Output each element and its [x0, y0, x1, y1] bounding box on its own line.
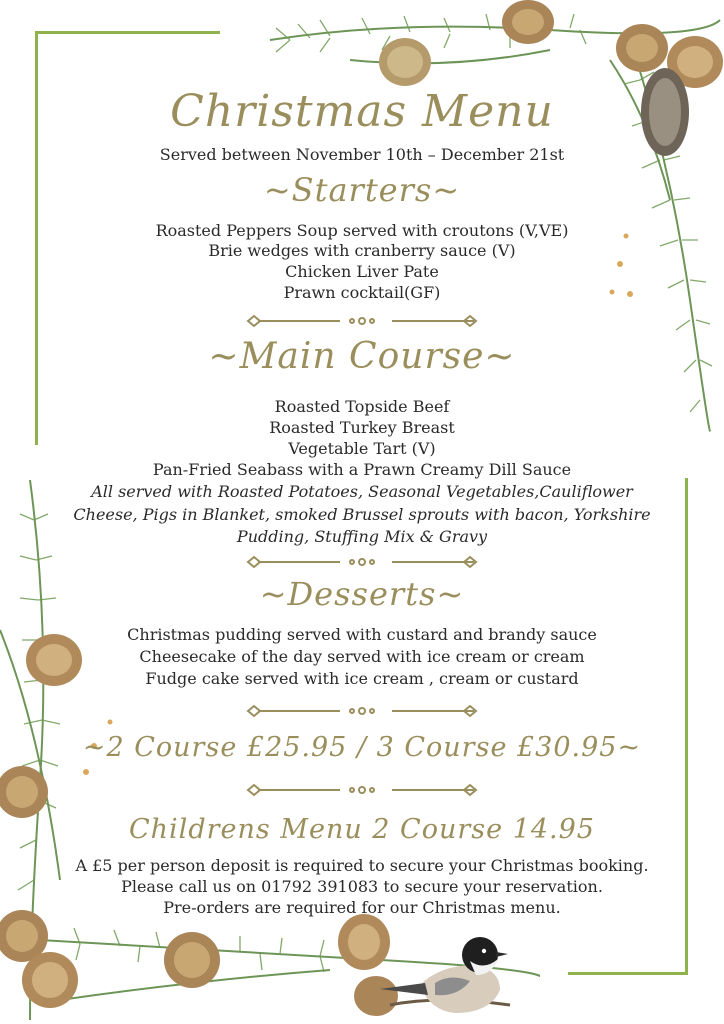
main-item: Roasted Topside Beef: [274, 397, 450, 416]
menu-subtitle: Served between November 10th – December 21st: [159, 145, 565, 164]
main-note-line: All served with Roasted Potatoes, Seasonal Vegetables,Cauliflower: [91, 482, 633, 501]
dessert-item: Cheesecake of the day served with ice cream or cream: [139, 647, 585, 666]
main-item: Vegetable Tart (V): [288, 439, 436, 458]
ornamental-divider: [0, 555, 724, 569]
dessert-item: Fudge cake served with ice cream , cream or custard: [145, 669, 579, 688]
frame-bottom-right-horizontal: [568, 972, 688, 975]
preorder-notice: Pre-orders are required for our Christmas menu.: [163, 898, 561, 917]
ornamental-divider: [0, 783, 724, 797]
dessert-item: Christmas pudding served with custard and brandy sauce: [127, 625, 597, 644]
ornamental-divider: [0, 704, 724, 718]
deposit-notice: A £5 per person deposit is required to secure your Christmas booking.: [75, 856, 649, 875]
frame-top-left-horizontal: [35, 31, 220, 34]
chickadee-bird-illustration: [380, 925, 540, 1024]
desserts-heading: ~Desserts~: [259, 575, 465, 613]
menu-title: Christmas Menu: [170, 86, 554, 137]
starter-item: Brie wedges with cranberry sauce (V): [208, 241, 516, 260]
main-note-line: Cheese, Pigs in Blanket, smoked Brussel sprouts with bacon, Yorkshire: [73, 505, 651, 524]
ornamental-divider: [0, 314, 724, 328]
main-course-heading: ~Main Course~: [208, 336, 516, 377]
course-pricing: ~2 Course £25.95 / 3 Course £30.95~: [82, 732, 642, 763]
starter-item: Prawn cocktail(GF): [283, 283, 441, 302]
main-item: Pan-Fried Seabass with a Prawn Creamy Dill Sauce: [152, 460, 572, 479]
starter-item: Roasted Peppers Soup served with croutons (V,VE): [155, 221, 569, 240]
main-note-line: Pudding, Stuffing Mix & Gravy: [236, 527, 488, 546]
starter-item: Chicken Liver Pate: [285, 262, 439, 281]
phone-notice: Please call us on 01792 391083 to secure your reservation.: [121, 877, 603, 896]
childrens-menu-price: Childrens Menu 2 Course 14.95: [129, 814, 595, 845]
starters-heading: ~Starters~: [263, 171, 461, 209]
main-item: Roasted Turkey Breast: [269, 418, 455, 437]
